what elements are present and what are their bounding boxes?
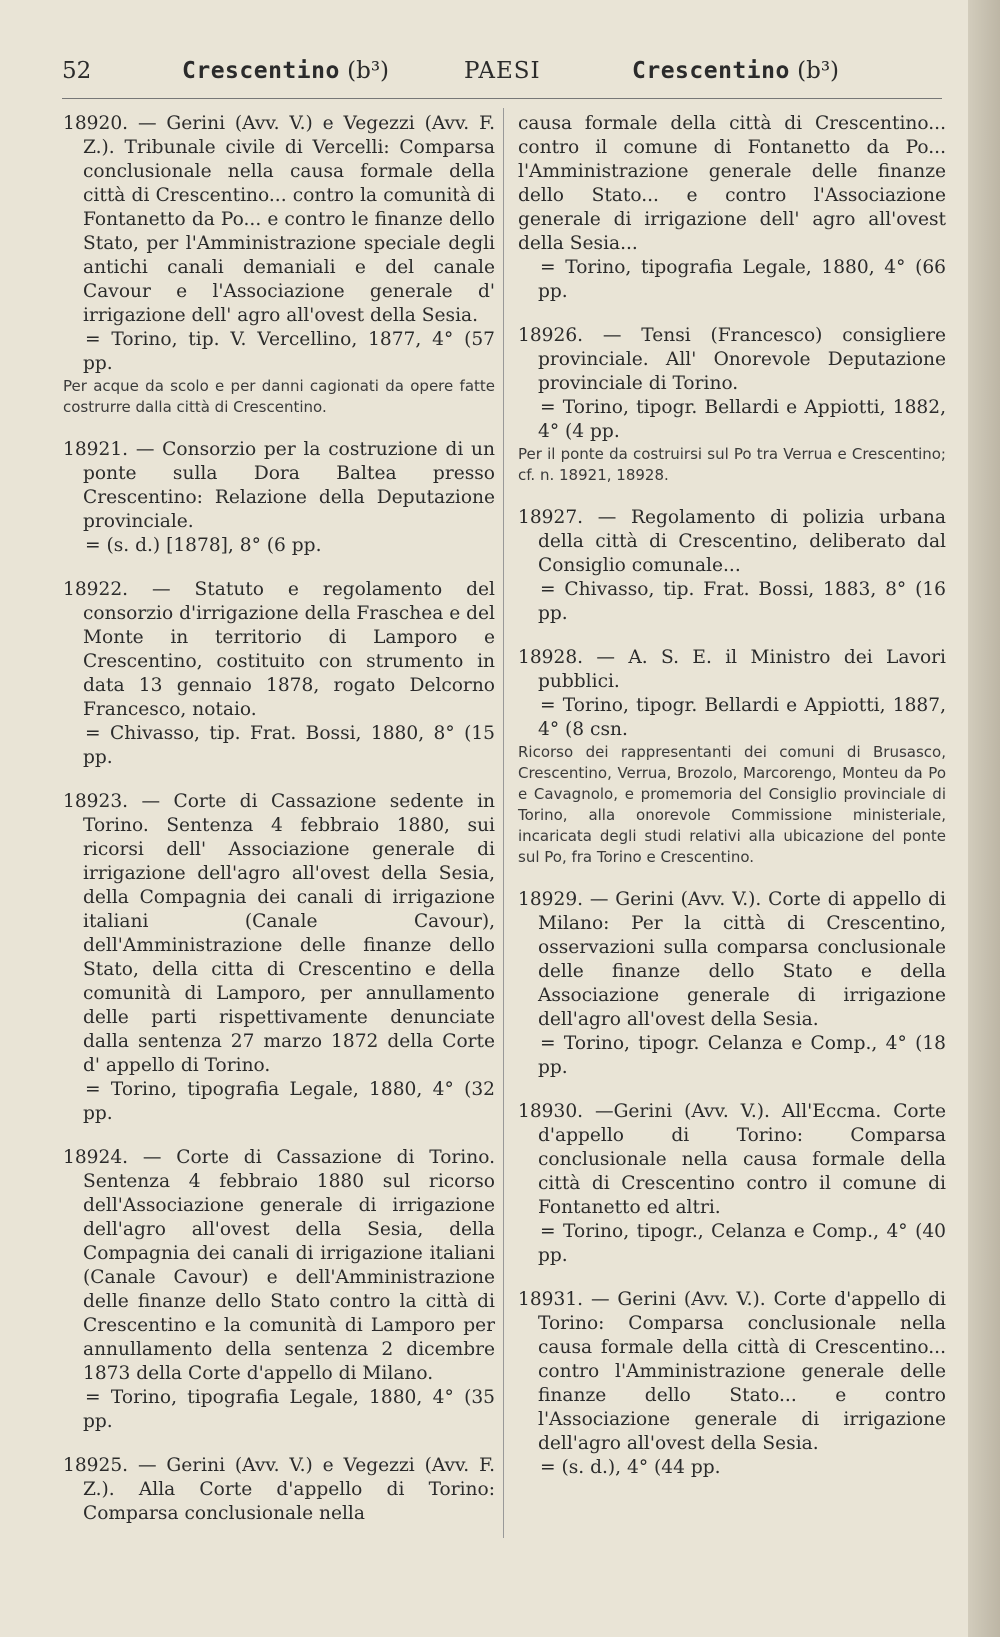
bibliography-entry <box>63 790 495 1126</box>
entry-imprint-text: = Torino, tipogr. Celanza e Comp., 4° (18 pp. <box>538 1033 946 1078</box>
page-number: 52 <box>62 58 92 84</box>
bibliography-entry <box>518 112 946 304</box>
entry-text <box>63 1146 495 1386</box>
entry-imprint-text: = Torino, tipogr. Bellardi e Appiotti, 1882, 4° (4 pp. <box>538 397 946 442</box>
entry-imprint <box>518 396 946 444</box>
entry-body: — Tensi (Francesco) consigliere provinciale. All' Onorevole Deputazione provinciale di Torino. <box>538 325 946 394</box>
entry-note: Per il ponte da costruirsi sul Po tra Verrua e Crescentino; cf. n. 18921, 18928. <box>518 445 946 484</box>
bibliography-entry <box>63 1454 495 1526</box>
entry-imprint <box>518 578 946 626</box>
entry-note: Ricorso dei rappresentanti dei comuni di Brusasco, Crescentino, Verrua, Brozolo, Marcorengo, Monteu da Po e Cavagnolo, e promemoria del Consiglio provinciale di Torino, alla onorevole Commissione ministeriale, incaricata degli studi relativi alla ubicazione del ponte sul Po, fra Torino e Crescentino. <box>518 743 946 866</box>
entry-number: 18927. <box>518 507 584 528</box>
entry-number: 18920. <box>63 113 129 134</box>
entry-number: 18925. <box>63 1455 129 1476</box>
entry-imprint <box>518 256 946 304</box>
entry-number: 18923. <box>63 791 129 812</box>
right-column <box>518 112 946 1500</box>
running-header <box>62 50 932 90</box>
entry-note: Per acque da scolo e per danni cagionati da opere fatte costrurre dalla città di Crescentino. <box>63 377 495 416</box>
entry-number: 18926. <box>518 325 584 346</box>
entry-imprint-text: = Chivasso, tip. Frat. Bossi, 1883, 8° (16 pp. <box>538 579 946 624</box>
bibliography-entry <box>518 888 946 1080</box>
entry-imprint <box>518 694 946 742</box>
entry-imprint <box>63 1386 495 1434</box>
entry-text <box>518 1100 946 1220</box>
entry-imprint-text: = Torino, tipogr., Celanza e Comp., 4° (40 pp. <box>538 1221 946 1266</box>
column-divider <box>503 108 504 1538</box>
header-right-title <box>632 58 839 84</box>
bibliography-entry <box>518 646 946 868</box>
header-left-suffix: (b³) <box>347 58 390 84</box>
entry-imprint-text: = Torino, tipografia Legale, 1880, 4° (32 pp. <box>83 1079 495 1124</box>
bibliography-entry <box>63 1146 495 1434</box>
entry-body: — A. S. E. il Ministro dei Lavori pubblici. <box>538 647 946 692</box>
header-rule <box>62 98 942 99</box>
entry-imprint <box>63 1078 495 1126</box>
entry-body: — Gerini (Avv. V.). Corte di appello di Milano: Per la città di Crescentino, osservazioni sulla comparsa conclusionale delle finanze dello Stato e della Associazione generale di irrigazione dell'agro all'ovest della Sesia. <box>538 889 946 1030</box>
entry-body: causa formale della città di Crescentino... contro il comune di Fontanetto da Po... l'Amministrazione generale delle finanze dello Stato... e contro l'Associazione generale di irrigazione dell' agro all'ovest della Sesia... <box>518 113 946 254</box>
bibliography-entry <box>518 324 946 486</box>
bibliography-entry <box>518 1100 946 1268</box>
entry-number: 18931. <box>518 1289 584 1310</box>
bibliography-entry <box>518 1288 946 1480</box>
entry-number: 18922. <box>63 579 129 600</box>
entry-text <box>518 324 946 396</box>
entry-imprint-text: = (s. d.) [1878], 8° (6 pp. <box>85 535 322 556</box>
bibliography-entry <box>63 438 495 558</box>
header-left-title <box>182 58 389 84</box>
entry-body: — Consorzio per la costruzione di un ponte sulla Dora Baltea presso Crescentino: Relazione della Deputazione provinciale. <box>83 439 495 532</box>
entry-imprint <box>63 328 495 376</box>
entry-number: 18930. <box>518 1101 584 1122</box>
entry-body: — Corte di Cassazione di Torino. Sentenza 4 febbraio 1880 sul ricorso dell'Associazione generale di irrigazione dell'agro all'ovest della Sesia, della Compagnia dei canali di irrigazione italiani (Canale Cavour) e dell'Amministrazione delle finanze dello Stato contro la città di Crescentino e la comunità di Lamporo per annullamento della sentenza 2 dicembre 1873 della Corte d'appello di Milano. <box>83 1147 495 1384</box>
entry-number: 18921. <box>63 439 129 460</box>
entry-imprint <box>518 1032 946 1080</box>
entry-imprint <box>518 1456 946 1480</box>
entry-body: — Regolamento di polizia urbana della città di Crescentino, deliberato dal Consiglio comunale... <box>538 507 946 576</box>
left-column <box>63 112 495 1546</box>
entry-imprint <box>518 1220 946 1268</box>
entry-body: — Gerini (Avv. V.). Corte d'appello di Torino: Comparsa conclusionale nella causa formale della città di Crescentino... contro l'Amministrazione generale delle finanze dello Stato... e contro l'Associazione generale di irrigazione dell'agro all'ovest della Sesia. <box>538 1289 946 1454</box>
header-right-title-text: Crescentino <box>632 58 790 84</box>
entry-imprint-text: = Torino, tip. V. Vercellino, 1877, 4° (57 pp. <box>83 329 495 374</box>
entry-text <box>63 578 495 722</box>
bibliography-entry <box>518 506 946 626</box>
entry-number: 18929. <box>518 889 584 910</box>
entry-imprint-text: = Torino, tipografia Legale, 1880, 4° (66 pp. <box>538 257 946 302</box>
entry-imprint-text: = Chivasso, tip. Frat. Bossi, 1880, 8° (15 pp. <box>83 723 495 768</box>
entry-number: 18928. <box>518 647 584 668</box>
header-left-title-text: Crescentino <box>182 58 340 84</box>
entry-text <box>518 646 946 694</box>
entry-imprint <box>63 722 495 770</box>
entry-imprint-text: = Torino, tipogr. Bellardi e Appiotti, 1887, 4° (8 csn. <box>538 695 946 740</box>
entry-text <box>63 112 495 328</box>
entry-number: 18924. <box>63 1147 129 1168</box>
entry-body: — Gerini (Avv. V.) e Vegezzi (Avv. F. Z.). Tribunale civile di Vercelli: Comparsa conclusionale nella causa formale della città di Crescentino... contro la comunità di Fontanetto da Po... e contro le finanze dello Stato, per l'Amministrazione speciale degli antichi canali demaniali e del canale Cavour e l'Associazione generale d' irrigazione dell' agro all'ovest della Sesia. <box>83 113 495 326</box>
entry-body: — Gerini (Avv. V.) e Vegezzi (Avv. F. Z.). Alla Corte d'appello di Torino: Comparsa conclusionale nella <box>83 1455 495 1524</box>
entry-text <box>518 1288 946 1456</box>
entry-body: —Gerini (Avv. V.). All'Eccma. Corte d'appello di Torino: Comparsa conclusionale nella causa formale della città di Crescentino contro il comune di Fontanetto ed altri. <box>538 1101 946 1218</box>
entry-text <box>518 112 946 256</box>
entry-text <box>63 790 495 1078</box>
entry-body: — Statuto e regolamento del consorzio d'irrigazione della Fraschea e del Monte in territorio di Lamporo e Crescentino, costituito con strumento in data 13 gennaio 1878, rogato Delcorno Francesco, notaio. <box>83 579 495 720</box>
bibliography-entry <box>63 112 495 418</box>
entry-text <box>63 1454 495 1526</box>
header-right-suffix: (b³) <box>797 58 840 84</box>
entry-text <box>518 888 946 1032</box>
header-center: PAESI <box>464 58 541 84</box>
page-edge <box>968 0 1000 1637</box>
entry-text <box>63 438 495 534</box>
entry-imprint <box>63 534 495 558</box>
bibliography-entry <box>63 578 495 770</box>
entry-text <box>518 506 946 578</box>
entry-imprint-text: = (s. d.), 4° (44 pp. <box>540 1457 721 1478</box>
entry-body: — Corte di Cassazione sedente in Torino. Sentenza 4 febbraio 1880, sui ricorsi dell' Associazione generale di irrigazione dell'agro all'ovest della Sesia, della Compagnia dei canali di irrigazione italiani (Canale Cavour), dell'Amministrazione delle finanze dello Stato, della citta di Crescentino e della comunità di Lamporo, per annullamento delle parti rispettivamente denunciate dalla sentenza 27 marzo 1872 della Corte d' appello di Torino. <box>83 791 495 1076</box>
entry-imprint-text: = Torino, tipografia Legale, 1880, 4° (35 pp. <box>83 1387 495 1432</box>
